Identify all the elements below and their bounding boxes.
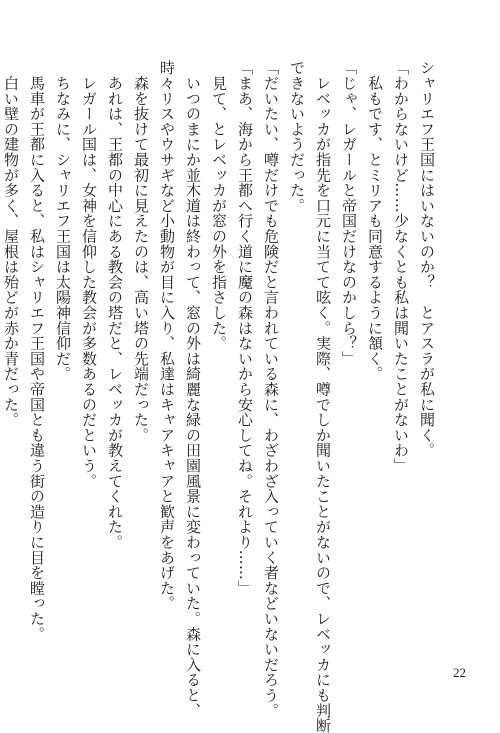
text-line: シャリエフ王国にはいないのか？ とアスラが私に聞く。	[418, 60, 436, 458]
vertical-text-body	[2, 60, 440, 733]
text-line: 「まあ、海から王都へ行く道に魔の森はないから安心してね。それより……」	[236, 60, 254, 596]
text-line: ちなみに、シャリエフ王国は太陽神信仰だ。	[54, 60, 72, 382]
text-line: あれは、王都の中心にある教会の塔だと、レベッカが教えてくれた。	[106, 60, 124, 550]
text-line: 「わからないけど……少なくとも私は聞いたことがないわ」	[392, 60, 410, 474]
text-line: 「じゃ、レガールと帝国だけなのかしら？」	[340, 60, 358, 366]
text-line: 見て、とレベッカが窓の外を指さした。	[210, 60, 228, 351]
text-line: 「だいたい、噂だけでも危険だと言われている森に、わざわざ入っていく者などいないだろう。	[262, 60, 280, 718]
text-line: いつのまにか並木道は終わって、窓の外は綺麗な緑の田園風景に変わっていた。森に入ると、	[184, 60, 202, 718]
text-line: 白い壁の建物が多く、屋根は殆どが赤か青だった。	[2, 60, 20, 428]
text-line: 馬車が王都に入ると、私はシャリエフ王国や帝国とも違う街の造りに目を瞠った。	[28, 60, 46, 642]
text-line: できないようだった。	[288, 60, 306, 213]
page-number: 22	[453, 665, 466, 680]
text-line: 時々リスやウサギなど小動物が目に入り、私達はキャアキャアと歓声をあげた。	[158, 60, 176, 611]
text-line: 森を抜けて最初に見えたのは、高い塔の先端だった。	[132, 60, 150, 443]
text-line: レガール国は、女神を信仰した教会が多数あるのだという。	[80, 60, 98, 489]
text-line: レベッカが指先を口元に当てて呟く。実際、噂でしか聞いたことがないので、レベッカにも判断	[314, 60, 332, 733]
text-line: 私もです、とミリアも同意するように頷く。	[366, 60, 384, 382]
